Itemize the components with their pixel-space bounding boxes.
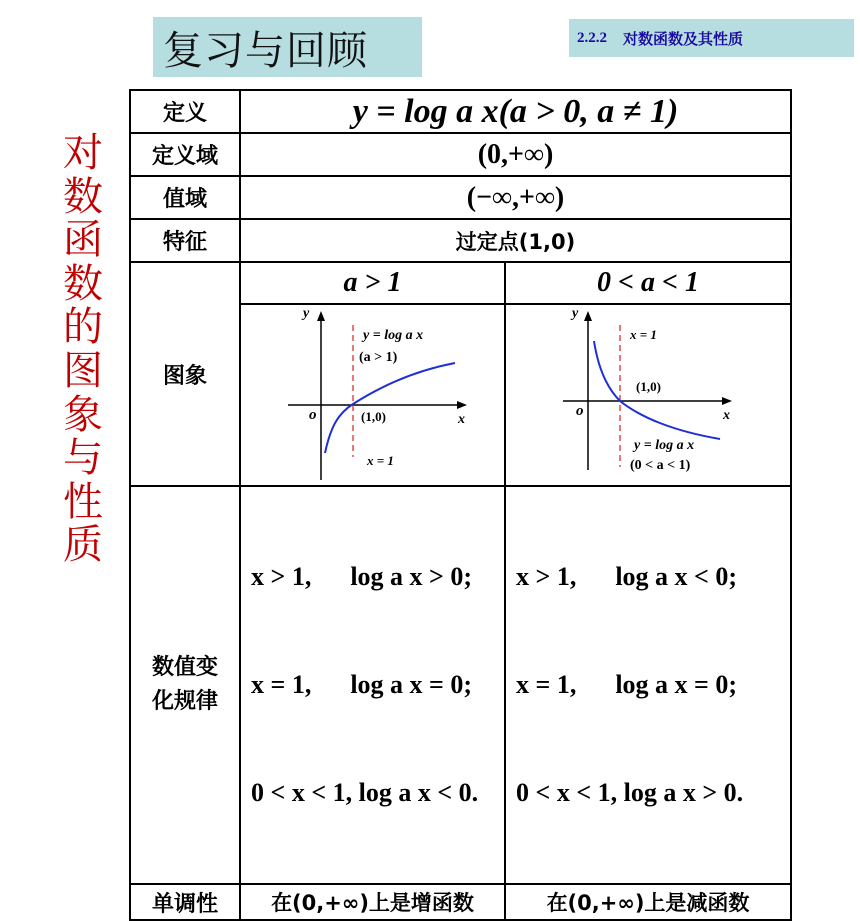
vertical-title-char: 图	[63, 347, 103, 394]
x-axis-arrow	[457, 401, 467, 409]
graph-left-cell	[240, 304, 505, 486]
rules-label-line: 化规律	[151, 689, 218, 714]
feature-label: 特征	[130, 219, 240, 262]
section-number: 2.2.2	[577, 29, 607, 46]
rule-line: x > 1, log a x < 0;	[516, 562, 738, 591]
y-axis-label: y	[302, 306, 309, 321]
rule-line: 0 < x < 1, log a x > 0.	[516, 778, 744, 807]
domain-label: 定义域	[130, 133, 240, 176]
rules-label-line: 数值变	[151, 655, 218, 680]
vertical-title-char: 性	[63, 478, 103, 525]
x-axis-label: x	[723, 408, 730, 423]
range-value: (−∞,+∞)	[240, 176, 791, 219]
rule-line: 0 < x < 1, log a x < 0.	[251, 778, 479, 807]
func-label: y = log a x	[634, 438, 695, 453]
rules-left	[240, 486, 505, 884]
section-tag	[569, 19, 854, 57]
func-label: y = log a x	[362, 328, 423, 343]
y-axis-arrow	[584, 311, 592, 321]
vertical-title-char: 对	[63, 130, 103, 176]
slide-title: 复习与回顾	[163, 27, 368, 74]
vertical-title-char: 质	[63, 522, 103, 569]
definition-formula: y = log a x(a > 0, a ≠ 1)	[240, 90, 791, 133]
line-label: x = 1	[630, 327, 657, 342]
properties-table	[129, 89, 792, 921]
line-label: x = 1	[366, 453, 394, 468]
origin-label: o	[576, 403, 584, 419]
graph-col-right-header: 0 < a < 1	[505, 262, 791, 304]
y-axis-label: y	[572, 306, 579, 321]
vertical-title-char: 数	[63, 173, 103, 220]
range-label: 值域	[130, 176, 240, 219]
domain-value: (0,+∞)	[240, 133, 791, 176]
vertical-title-char: 与	[63, 435, 103, 482]
log-curve	[325, 363, 455, 453]
rules-right	[505, 486, 791, 884]
graph-label: 图象	[130, 262, 240, 486]
section-title: 对数函数及其性质	[623, 29, 744, 48]
graph-right-cell	[505, 304, 791, 486]
graph-decreasing	[508, 305, 788, 481]
cond-label: (0 < a < 1)	[630, 458, 691, 473]
x-axis-label: x	[457, 412, 465, 427]
slide-title-box	[153, 17, 422, 77]
graph-increasing	[243, 305, 503, 481]
vertical-title-char: 象	[63, 391, 103, 438]
vertical-title-char: 数	[63, 260, 103, 307]
vertical-title-char: 函	[63, 217, 103, 264]
x-axis-arrow	[722, 397, 732, 405]
rules-label	[130, 486, 240, 884]
y-axis-arrow	[317, 311, 325, 321]
point-label: (1,0)	[636, 379, 661, 394]
monotonic-left: 在(0,+∞)上是增函数	[240, 884, 505, 920]
monotonic-label: 单调性	[130, 884, 240, 920]
origin-label: o	[308, 407, 316, 423]
vertical-title	[60, 132, 106, 568]
vertical-title-char: 的	[63, 304, 103, 351]
rule-line: x = 1, log a x = 0;	[516, 670, 738, 699]
definition-label: 定义	[130, 90, 240, 133]
point-label: (1,0)	[360, 409, 386, 424]
graph-col-left-header: a > 1	[240, 262, 505, 304]
monotonic-right: 在(0,+∞)上是减函数	[505, 884, 791, 920]
rule-line: x = 1, log a x = 0;	[251, 670, 473, 699]
cond-label: (a > 1)	[358, 350, 397, 365]
rule-line: x > 1, log a x > 0;	[251, 562, 473, 591]
feature-value: 过定点(1,0)	[240, 219, 791, 262]
